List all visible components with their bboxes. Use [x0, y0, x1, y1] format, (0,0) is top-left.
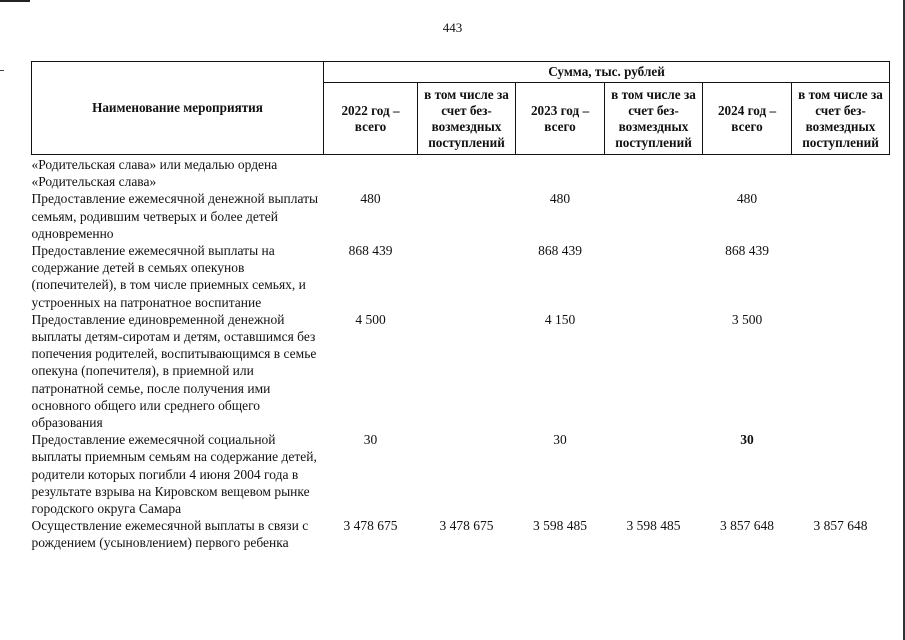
- value-2024-gratuitous: 3 857 648: [813, 518, 868, 534]
- row-name: Предоставление единовременной денежной выплаты детям-сиротам и детям, оставшимся без попечения родителей, воспитывающимся в семье опекуна (попечителя), в приемной или патронатной семье, после получения ими основного общего или среднего общего образования: [31, 311, 317, 431]
- table-row: [32, 431, 890, 517]
- value-2022-total: [324, 155, 418, 191]
- value-2023-total: 3 598 485: [533, 518, 587, 534]
- value-2023-gratuitous: [605, 311, 703, 431]
- value-2024-gratuitous: [792, 242, 890, 311]
- value-2022-gratuitous: [418, 242, 516, 311]
- row-name: Предоставление ежемесячной выплаты на содержание детей в семьях опекунов (попечителей), в том числе приемных семьях, и устроенных на патронатное воспитание: [31, 243, 306, 310]
- value-2023-total: 30: [553, 432, 567, 448]
- value-2024-gratuitous: [792, 155, 890, 191]
- value-2024-total: 3 500: [731, 311, 763, 327]
- table-row: [32, 155, 890, 191]
- header-2023-total: 2023 год – всего: [516, 83, 605, 155]
- value-2024-gratuitous: [792, 311, 890, 431]
- row-name: Осуществление ежемесячной выплаты в связи с рождением (усыновлением) первого ребенка: [31, 518, 309, 551]
- value-2023-total: 480: [549, 191, 571, 207]
- header-2023-gratuitous: в том числе за счет без- возмездных поступлений: [605, 83, 703, 155]
- row-name: Предоставление ежемесячной социальной выплаты приемным семьям на содержание детей, родители которых погибли 4 июня 2004 года в результате взрыва на Кировском вещевом рынке городского округа Самара: [31, 432, 317, 517]
- value-2023-gratuitous: [605, 190, 703, 242]
- page-number: 443: [442, 20, 463, 35]
- value-2022-total: 480: [360, 191, 381, 207]
- row-name: «Родительская слава» или медалью ордена «Родительская слава»: [31, 157, 278, 190]
- value-2022-gratuitous: [418, 431, 516, 517]
- value-2024-total: 3 857 648: [720, 518, 774, 534]
- table-row: [32, 311, 890, 431]
- row-name: Предоставление ежемесячной денежной выплаты семьям, родившим четверых и более детей одновременно: [31, 191, 319, 241]
- table-row: [32, 242, 890, 311]
- value-2022-gratuitous: [418, 311, 516, 431]
- value-2023-gratuitous: [605, 155, 703, 191]
- value-2024-total: 868 439: [725, 243, 769, 259]
- value-2022-gratuitous: [418, 190, 516, 242]
- value-2023-gratuitous: 3 598 485: [626, 518, 681, 534]
- value-2023-total: [516, 155, 605, 191]
- header-2024-total: 2024 год – всего: [703, 83, 792, 155]
- scan-edge-top: [0, 0, 30, 2]
- scan-mark-left: [0, 70, 4, 71]
- table-row: [32, 517, 890, 551]
- header-2024-gratuitous: в том числе за счет без- возмездных поступлений: [792, 83, 890, 155]
- value-2024-gratuitous: [792, 431, 890, 517]
- value-2024-total: [703, 155, 792, 191]
- header-name-column: Наименование мероприятия: [32, 62, 324, 155]
- value-2022-total: 30: [363, 432, 378, 448]
- value-2023-gratuitous: [605, 431, 703, 517]
- header-2022-total: 2022 год – всего: [324, 83, 418, 155]
- header-2022-gratuitous: в том числе за счет без- возмездных поступлений: [418, 83, 516, 155]
- value-2024-gratuitous: [792, 190, 890, 242]
- value-2024-total: 480: [736, 191, 758, 207]
- value-2022-gratuitous: 3 478 675: [439, 518, 494, 534]
- value-2022-total: 4 500: [355, 311, 386, 327]
- header-sum-column: Сумма, тыс. рублей: [324, 62, 890, 83]
- table-row: [32, 190, 890, 242]
- budget-table: [31, 61, 890, 552]
- value-2022-gratuitous: [418, 155, 516, 191]
- value-2023-total: 868 439: [538, 243, 582, 259]
- value-2023-gratuitous: [605, 242, 703, 311]
- value-2024-total: 30: [740, 432, 754, 448]
- value-2022-total: 3 478 675: [343, 518, 398, 534]
- value-2022-total: 868 439: [348, 243, 393, 259]
- value-2023-total: 4 150: [544, 311, 576, 327]
